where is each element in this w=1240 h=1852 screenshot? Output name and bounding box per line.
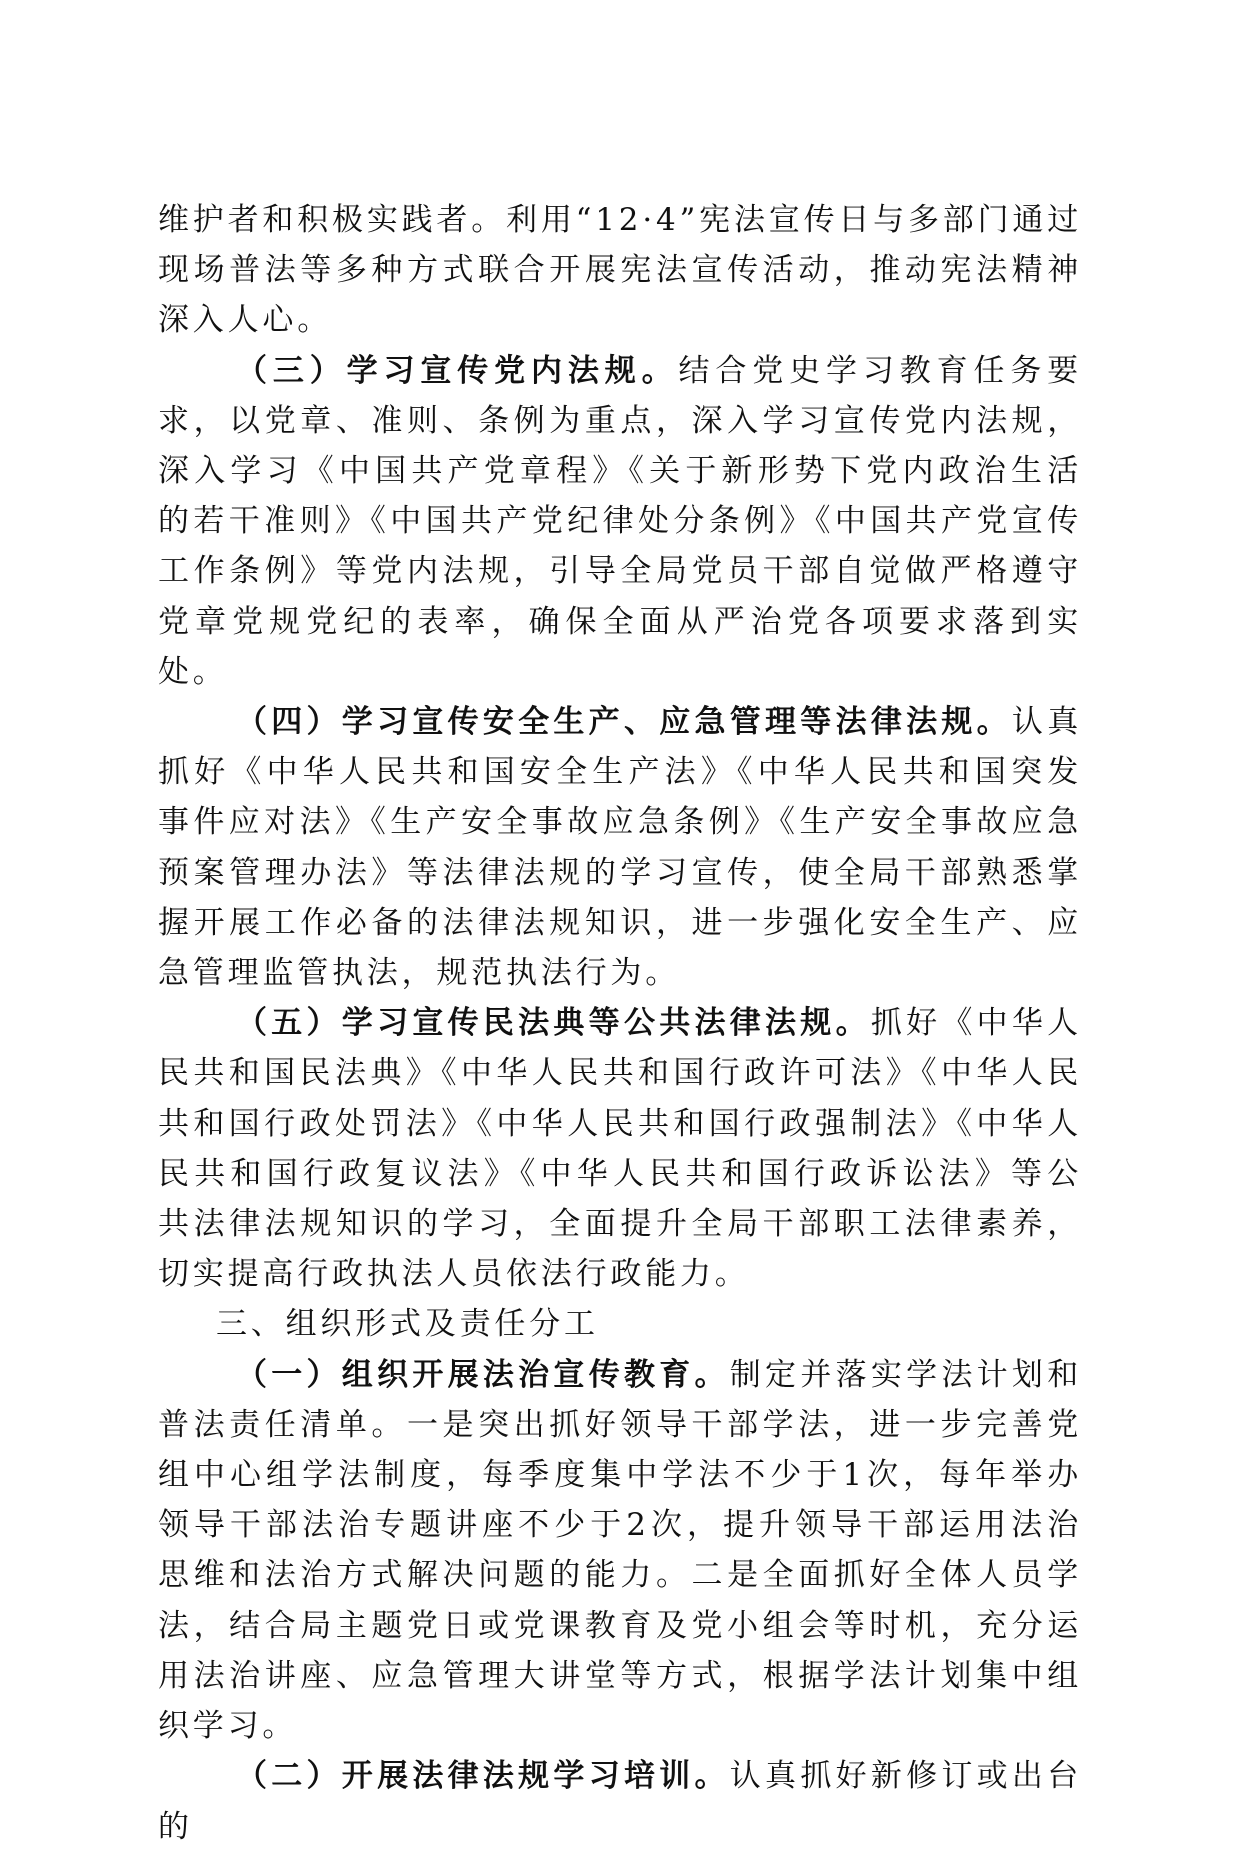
paragraph-text: 制定并落实学法计划和普法责任清单。一是突出抓好领导干部学法，进一步完善党组中心组学法制度，每季度集中学法不少于1次，每年举办领导干部法治专题讲座不少于2次，提升领导干部运用法治思维和法治方式解决问题的能力。二是全面抓好全体人员学法，结合局主题党日或党课教育及党小组会等时机，充分运用法治讲座、应急管理大讲堂等方式，根据学法计划集中组织学习。 (158, 1356, 1083, 1745)
paragraph-safety-laws (158, 697, 1082, 998)
paragraph-lead: （四）学习宣传安全生产、应急管理等法律法规。 (236, 704, 1012, 741)
paragraph-text: 结合党史学习教育任务要求，以党章、准则、条例为重点，深入学习宣传党内法规，深入学习《中国共产党章程》《关于新形势下党内政治生活的若干准则》《中国共产党纪律处分条例》《中国共产党宣传工作条例》等党内法规，引导全局党员干部自觉做严格遵守党章党规党纪的表率，确保全面从严治党各项要求落到实处。 (158, 352, 1082, 690)
paragraph-civil-code (158, 998, 1082, 1299)
paragraph-text: 抓好《中华人民共和国民法典》《中华人民共和国行政许可法》《中华人民共和国行政处罚法》《中华人民共和国行政强制法》《中华人民共和国行政复议法》《中华人民共和国行政诉讼法》等公共法律法规知识的学习，全面提升全局干部职工法律素养，切实提高行政执法人员依法行政能力。 (158, 1005, 1082, 1293)
paragraph-text: 维护者和积极实践者。利用“12·4”宪法宣传日与多部门通过现场普法等多种方式联合开展宪法宣传活动，推动宪法精神深入人心。 (158, 202, 1082, 339)
paragraph-text: 认真抓好新修订或出台的 (158, 1758, 1083, 1845)
paragraph-text: 认真抓好《中华人民共和国安全生产法》《中华人民共和国突发事件应对法》《生产安全事故应急条例》《生产安全事故应急预案管理办法》等法律法规的学习宣传，使全局干部熟悉掌握开展工作必备的法律法规知识，进一步强化安全生产、应急管理监管执法，规范执法行为。 (158, 704, 1082, 992)
document-page (158, 195, 1082, 1852)
paragraph-legal-training (158, 1751, 1082, 1851)
paragraph-lead: （一）组织开展法治宣传教育。 (236, 1356, 730, 1393)
paragraph-legal-education (158, 1350, 1082, 1752)
paragraph-party-regulations (158, 346, 1082, 697)
paragraph-constitution-continued (158, 195, 1082, 346)
paragraph-lead: （五）学习宣传民法典等公共法律法规。 (236, 1005, 871, 1042)
section-heading: 三、组织形式及责任分工 (216, 1306, 599, 1343)
paragraph-lead: （二）开展法律法规学习培训。 (236, 1758, 730, 1795)
paragraph-lead: （三）学习宣传党内法规。 (236, 352, 679, 389)
